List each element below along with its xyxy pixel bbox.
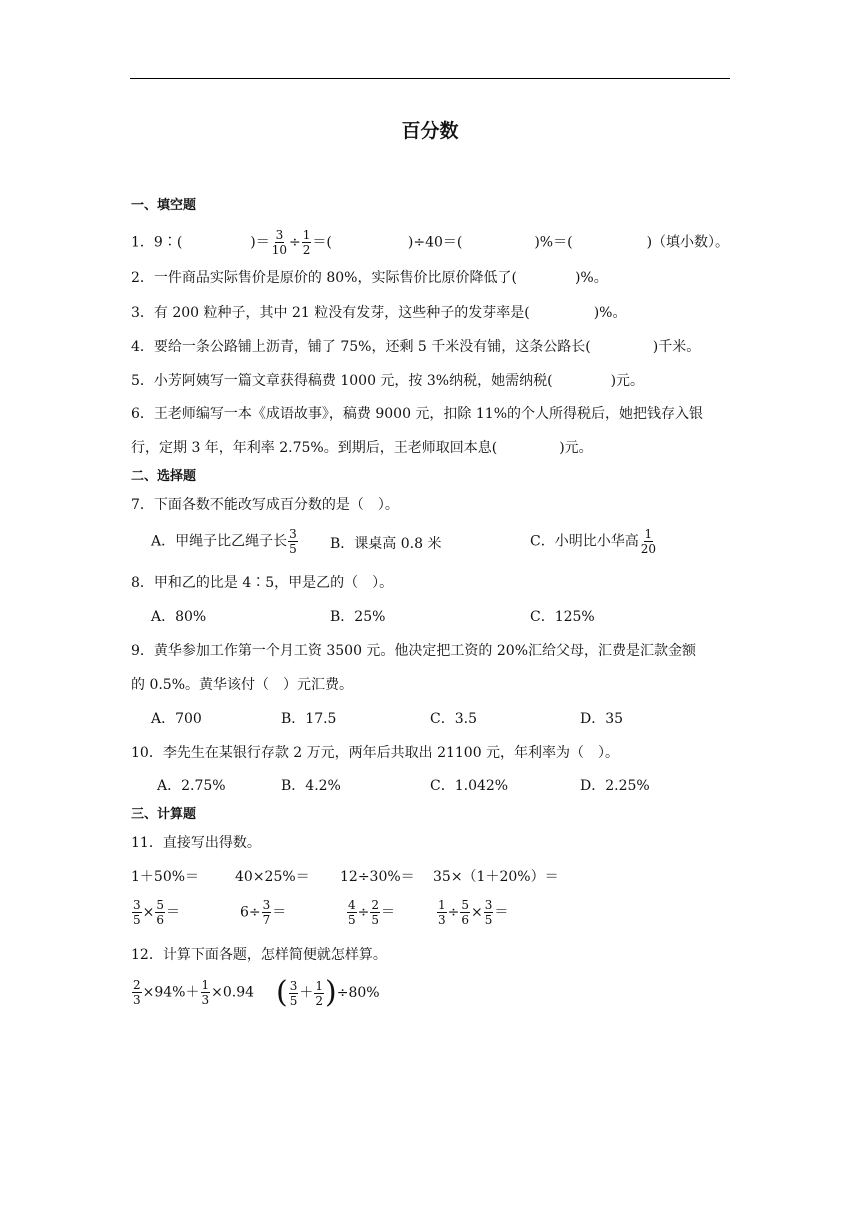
q10-option-d[interactable]: D．2.25% — [580, 778, 650, 794]
fraction: $\frac{3}{5}$ — [289, 527, 297, 556]
section-heading-choice: 二、选择题 — [131, 469, 197, 484]
q9-option-a[interactable]: A．700 — [151, 711, 202, 727]
q8-option-b[interactable]: B．25% — [330, 609, 386, 625]
q11-item-7: $\frac{4}{5}$ ÷ $\frac{2}{5}$ ＝ — [348, 898, 396, 927]
question-9-line-2: 的 0.5%。黄华该付（ ）元汇费。 — [131, 677, 354, 693]
q12-item-2: ( $\frac{3}{5}$ ＋ $\frac{1}{2}$ )÷80% — [276, 975, 380, 1010]
section-heading-fill-in: 一、填空题 — [131, 198, 197, 213]
question-1: 1．9∶( )＝ $\frac{3}{10}$ ÷ $\frac{1}{2}$ ＝( )÷40＝( )%＝( )（填小数）。 — [131, 228, 730, 257]
q7-option-c[interactable]: C．小明比小华高 $\frac{1}{20}$ — [530, 527, 656, 556]
q11-item-4: 35×（1＋20%）＝ — [433, 869, 559, 885]
question-10-stem: 10．李先生在某银行存款 2 万元，两年后共取出 21100 元，年利率为（ ）。 — [131, 745, 620, 761]
q11-item-5: $\frac{3}{5}$ × $\frac{5}{6}$ ＝ — [133, 898, 181, 927]
question-9-line-1: 9．黄华参加工作第一个月工资 3500 元。他决定把工资的 20%汇给父母，汇费是汇款金额 — [131, 643, 697, 659]
header-rule — [130, 78, 730, 79]
q11-item-6: 6÷ $\frac{3}{7}$ ＝ — [240, 898, 287, 927]
q10-option-b[interactable]: B．4.2% — [281, 778, 341, 794]
q10-option-c[interactable]: C．1.042% — [430, 778, 509, 794]
q8-option-a[interactable]: A．80% — [151, 609, 207, 625]
q12-item-1: $\frac{2}{3}$ ×94%＋ $\frac{1}{3}$ ×0.94 — [133, 978, 255, 1007]
fraction: $\frac{1}{2}$ — [302, 228, 311, 257]
q11-item-8: $\frac{1}{3}$ ÷ $\frac{5}{6}$ × $\frac{3}{5}$ ＝ — [438, 898, 509, 927]
q7-option-b[interactable]: B．课桌高 0.8 米 — [330, 536, 442, 552]
q8-option-c[interactable]: C．125% — [530, 609, 595, 625]
q9-option-c[interactable]: C．3.5 — [430, 711, 477, 727]
question-6-line-1: 6．王老师编写一本《成语故事》，稿费 9000 元，扣除 11%的个人所得税后，她把钱存入银 — [131, 406, 704, 422]
question-2: 2．一件商品实际售价是原价的 80%，实际售价比原价降低了( )%。 — [131, 270, 608, 286]
question-11-stem: 11．直接写出得数。 — [131, 835, 261, 851]
q11-item-2: 40×25%＝ — [235, 869, 310, 885]
q9-option-b[interactable]: B．17.5 — [281, 711, 337, 727]
q9-option-d[interactable]: D．35 — [580, 711, 624, 727]
question-4: 4．要给一条公路铺上沥青，铺了 75%，还剩 5 千米没有铺，这条公路长( )千米。 — [131, 339, 701, 355]
q7-option-a[interactable]: A．甲绳子比乙绳子长 $\frac{3}{5}$ — [151, 527, 297, 556]
q11-item-1: 1＋50%＝ — [131, 869, 200, 885]
q10-option-a[interactable]: A．2.75% — [157, 778, 226, 794]
page-title: 百分数 — [401, 120, 459, 142]
question-7-stem: 7．下面各数不能改写成百分数的是（ ）。 — [131, 497, 399, 513]
question-12-stem: 12．计算下面各题，怎样简便就怎样算。 — [131, 947, 387, 963]
section-heading-calculation: 三、计算题 — [131, 807, 197, 822]
question-5: 5．小芳阿姨写一篇文章获得稿费 1000 元，按 3%纳税，她需纳税( )元。 — [131, 373, 645, 389]
question-3: 3．有 200 粒种子，其中 21 粒没有发芽，这些种子的发芽率是( )%。 — [131, 305, 627, 321]
q11-item-3: 12÷30%＝ — [340, 869, 415, 885]
fraction: $\frac{1}{20}$ — [640, 527, 656, 556]
fraction: $\frac{3}{10}$ — [271, 228, 288, 257]
question-6-line-2: 行，定期 3 年，年利率 2.75%。到期后，王老师取回本息( )元。 — [131, 440, 593, 456]
question-8-stem: 8．甲和乙的比是 4∶5，甲是乙的（ ）。 — [131, 575, 394, 591]
